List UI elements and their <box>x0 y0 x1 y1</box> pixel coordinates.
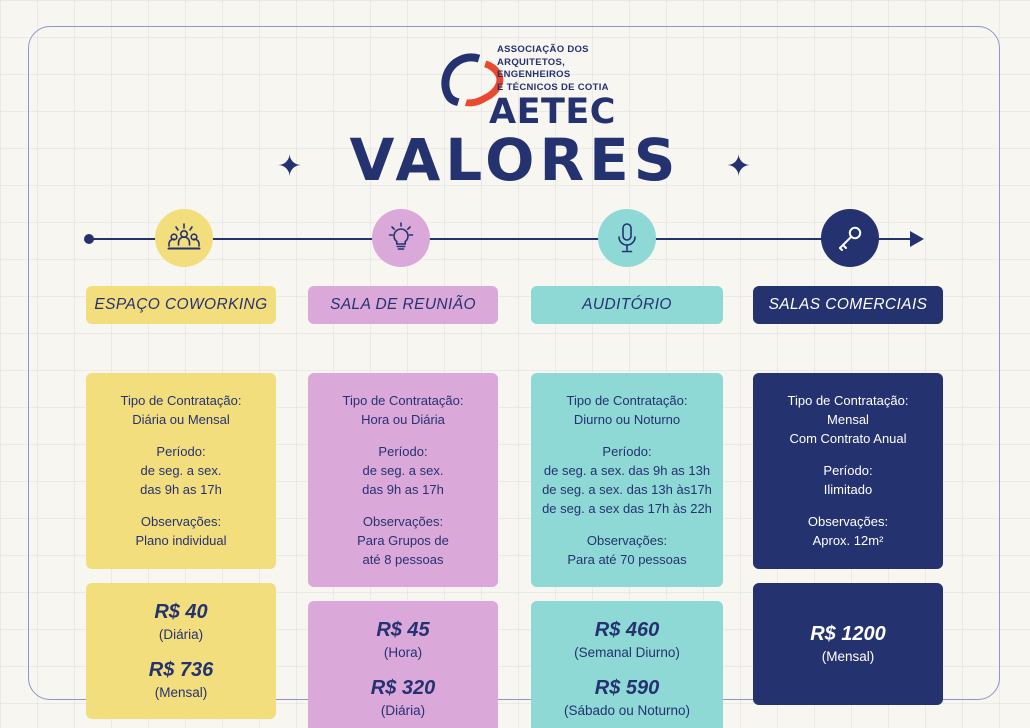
column-details <box>531 373 723 587</box>
logo-acronym: AETEC <box>489 92 616 132</box>
column-prices <box>531 601 723 728</box>
detail-line: até 8 pessoas <box>362 552 444 567</box>
logo-line-4: E TÉCNICOS DE COTIA <box>497 81 609 93</box>
detail-line: Diária ou Mensal <box>132 412 230 427</box>
column-prices <box>86 583 276 719</box>
detail-line: Com Contrato Anual <box>789 431 907 446</box>
detail-line: Para Grupos de <box>357 533 449 548</box>
detail-label: Período: <box>602 444 652 459</box>
logo-mark-icon <box>437 46 495 94</box>
detail-label: Tipo de Contratação: <box>787 393 909 408</box>
detail-line: de seg. a sex. <box>362 463 444 478</box>
detail-label: Período: <box>378 444 428 459</box>
logo-line-3: ENGENHEIROS <box>497 69 571 80</box>
sparkle-right-icon: ✦ <box>726 150 752 183</box>
aetec-logo <box>437 44 617 132</box>
price-value: R$ 460 <box>594 619 660 641</box>
detail-label: Observações: <box>140 514 222 529</box>
key-icon <box>821 209 879 267</box>
detail-label: Tipo de Contratação: <box>566 393 688 408</box>
detail-line: Hora ou Diária <box>361 412 445 427</box>
logo-line-2: ARQUITETOS, <box>497 56 566 68</box>
price-note: (Mensal) <box>821 649 875 664</box>
price-note: (Mensal) <box>154 685 208 700</box>
column-details <box>753 373 943 569</box>
price-value: R$ 40 <box>154 601 208 623</box>
column-details <box>86 373 276 569</box>
column-title: ESPAÇO COWORKING <box>86 286 276 324</box>
lightbulb-icon <box>372 209 430 267</box>
microphone-icon <box>598 209 656 267</box>
detail-line: Plano individual <box>135 533 227 548</box>
detail-line: Ilimitado <box>823 482 873 497</box>
price-note: (Semanal Diurno) <box>574 645 680 660</box>
detail-line: de seg. a sex. das 13h às17h <box>542 482 712 497</box>
detail-label: Observações: <box>807 514 889 529</box>
detail-line: Diurno ou Noturno <box>573 412 681 427</box>
sparkle-left-icon: ✦ <box>277 150 303 183</box>
price-note: (Diária) <box>380 703 426 718</box>
column-sala-de-reuniao <box>308 286 498 728</box>
detail-label: Tipo de Contratação: <box>120 393 242 408</box>
column-auditorio <box>531 286 723 728</box>
price-note: (Diária) <box>158 627 204 642</box>
price-note: (Hora) <box>383 645 423 660</box>
column-salas-comerciais <box>753 286 943 705</box>
price-value: R$ 590 <box>594 677 660 699</box>
price-value: R$ 736 <box>148 659 214 681</box>
timeline-arrow-icon <box>910 231 924 247</box>
price-value: R$ 45 <box>376 619 430 641</box>
detail-line: Mensal <box>827 412 869 427</box>
detail-line: Aprox. 12m² <box>812 533 884 548</box>
logo-text-lines <box>497 44 609 94</box>
column-title: AUDITÓRIO <box>531 286 723 324</box>
detail-line: de seg. a sex. <box>140 463 222 478</box>
detail-line: Para até 70 pessoas <box>567 552 687 567</box>
column-prices <box>308 601 498 728</box>
detail-label: Observações: <box>586 533 668 548</box>
column-prices <box>753 583 943 705</box>
column-title: SALAS COMERCIAIS <box>753 286 943 324</box>
people-group-icon <box>155 209 213 267</box>
detail-label: Observações: <box>362 514 444 529</box>
price-value: R$ 320 <box>370 677 436 699</box>
column-details <box>308 373 498 587</box>
detail-line: das 9h as 17h <box>140 482 222 497</box>
column-espaco-coworking <box>86 286 276 719</box>
detail-label: Período: <box>823 463 873 478</box>
detail-line: de seg. a sex das 17h às 22h <box>542 501 712 516</box>
price-value: R$ 1200 <box>810 623 886 645</box>
detail-line: de seg. a sex. das 9h as 13h <box>543 463 711 478</box>
price-note: (Sábado ou Noturno) <box>563 703 691 718</box>
detail-label: Período: <box>156 444 206 459</box>
logo-line-1: ASSOCIAÇÃO DOS <box>497 44 589 55</box>
column-title: SALA DE REUNIÃO <box>308 286 498 324</box>
detail-line: das 9h as 17h <box>362 482 444 497</box>
detail-label: Tipo de Contratação: <box>342 393 464 408</box>
page-title: VALORES <box>349 126 681 194</box>
